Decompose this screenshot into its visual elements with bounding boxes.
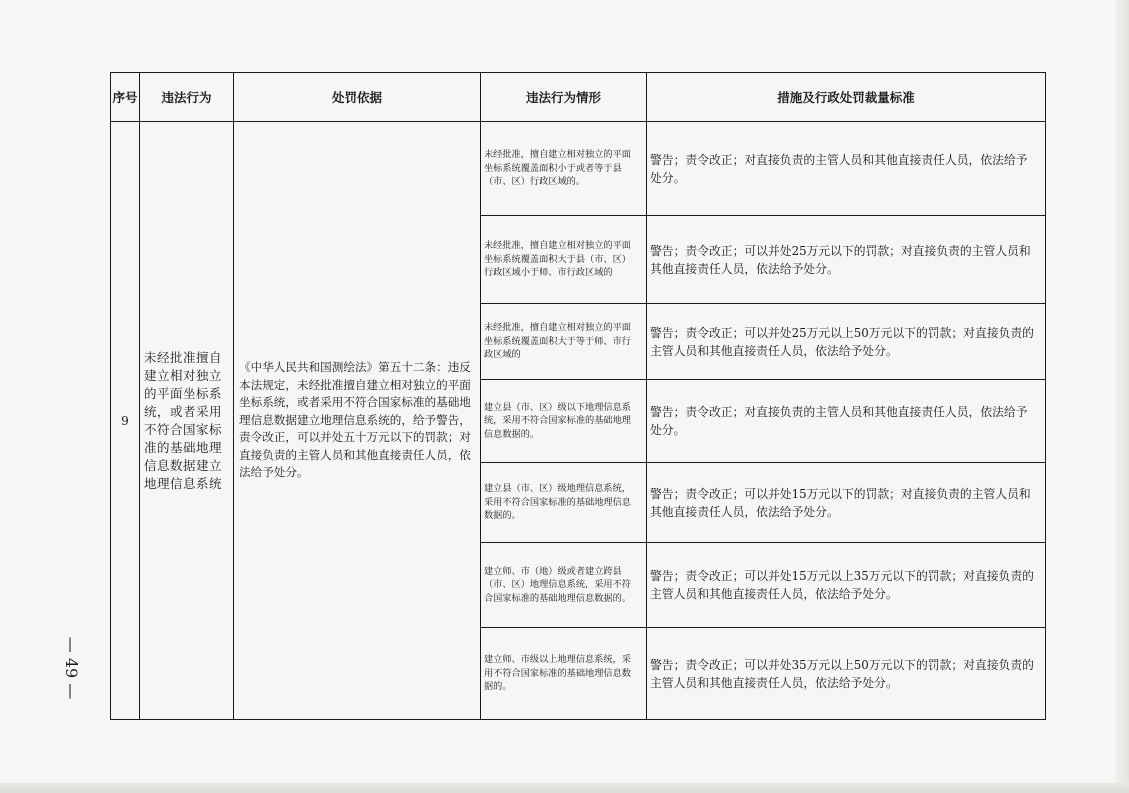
table-row	[111, 122, 1046, 216]
header-standard: 措施及行政处罚裁量标准	[647, 73, 1046, 122]
case-standard: 警告；责令改正；可以并处15万元以上35万元以下的罚款；对直接负责的主管人员和其他直接责任人员，依法给予处分。	[647, 543, 1046, 628]
case-standard: 警告；责令改正；可以并处25万元以上50万元以下的罚款；对直接负责的主管人员和其他直接责任人员，依法给予处分。	[647, 304, 1046, 380]
case-situation: 未经批准，擅自建立相对独立的平面坐标系统覆盖面积大于县（市、区）行政区域小于师、市行政区域的	[481, 216, 647, 304]
case-standard: 警告；责令改正；可以并处15万元以下的罚款；对直接负责的主管人员和其他直接责任人员，依法给予处分。	[647, 463, 1046, 543]
case-standard: 警告；责令改正；可以并处25万元以下的罚款；对直接负责的主管人员和其他直接责任人员，依法给予处分。	[647, 216, 1046, 304]
header-seq: 序号	[111, 73, 140, 122]
row-basis: 《中华人民共和国测绘法》第五十二条：违反本法规定，未经批准擅自建立相对独立的平面坐标系统，或者采用不符合国家标准的基础地理信息数据建立地理信息系统的，给予警告，责令改正，可以并处五十万元以下的罚款；对直接负责的主管人员和其他直接责任人员，依法给予处分。	[234, 122, 481, 720]
row-behavior: 未经批准擅自建立相对独立的平面坐标系统，或者采用不符合国家标准的基础地理信息数据建立地理信息系统	[140, 122, 234, 720]
case-standard: 警告；责令改正；可以并处35万元以上50万元以下的罚款；对直接负责的主管人员和其他直接责任人员，依法给予处分。	[647, 628, 1046, 720]
row-seq: 9	[111, 122, 140, 720]
case-situation: 未经批准，擅自建立相对独立的平面坐标系统覆盖面积大于等于师、市行政区域的	[481, 304, 647, 380]
case-situation: 未经批准，擅自建立相对独立的平面坐标系统覆盖面积小于或者等于县（市、区）行政区域的。	[481, 122, 647, 216]
penalty-standard-table	[110, 72, 1046, 720]
case-situation: 建立县（市、区）级以下地理信息系统，采用不符合国家标准的基础地理信息数据的。	[481, 380, 647, 463]
case-situation: 建立县（市、区）级地理信息系统，采用不符合国家标准的基础地理信息数据的。	[481, 463, 647, 543]
page-bottom-edge	[0, 783, 1129, 793]
page-right-edge	[1115, 0, 1129, 793]
case-situation: 建立师、市（地）级或者建立跨县（市、区）地理信息系统，采用不符合国家标准的基础地理信息数据的。	[481, 543, 647, 628]
header-situation: 违法行为情形	[481, 73, 647, 122]
case-standard: 警告；责令改正；对直接负责的主管人员和其他直接责任人员，依法给予处分。	[647, 380, 1046, 463]
header-behavior: 违法行为	[140, 73, 234, 122]
case-standard: 警告；责令改正；对直接负责的主管人员和其他直接责任人员，依法给予处分。	[647, 122, 1046, 216]
header-basis: 处罚依据	[234, 73, 481, 122]
table-header-row	[111, 73, 1046, 122]
case-situation: 建立师、市级以上地理信息系统，采用不符合国家标准的基础地理信息数据的。	[481, 628, 647, 720]
page-number: — 49 —	[62, 636, 82, 700]
